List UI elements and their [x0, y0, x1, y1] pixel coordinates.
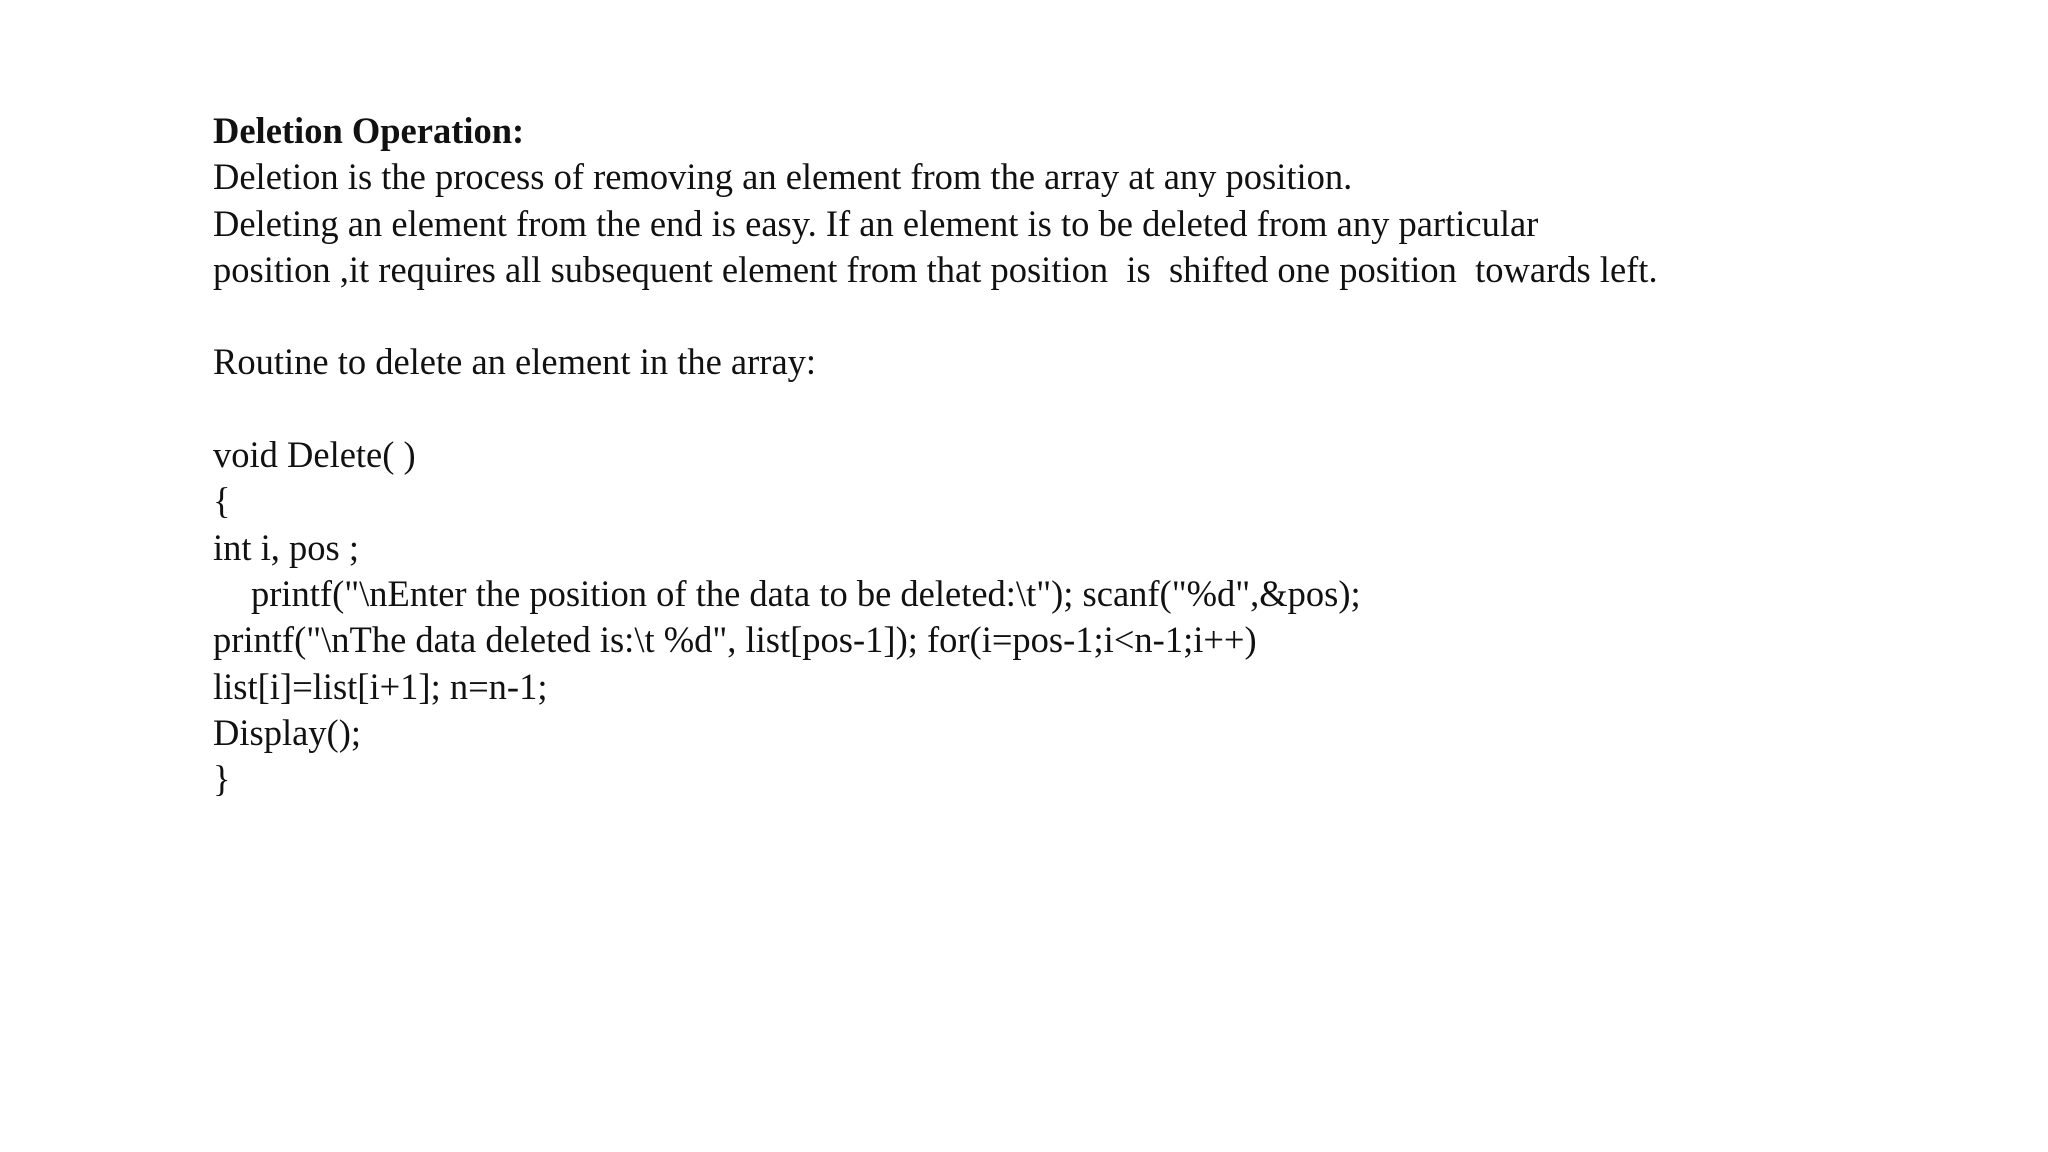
code-open-brace: {: [213, 480, 231, 522]
code-display-line: Display();: [213, 711, 361, 753]
spacer: [213, 293, 2013, 339]
code-prompt-line: printf("\nEnter the position of the data to be deleted:\t"); scanf("%d",&pos);: [251, 572, 1361, 614]
paragraph-line-3: position ,it requires all subsequent element from that position is shifted one position towards left.: [213, 248, 1658, 290]
routine-intro: Routine to delete an element in the array:: [213, 341, 817, 383]
code-signature: void Delete( ): [213, 434, 416, 476]
code-declaration: int i, pos ;: [213, 526, 360, 568]
document-body: [213, 108, 2013, 802]
section-heading: Deletion Operation:: [213, 110, 525, 151]
paragraph-line-2: Deleting an element from the end is easy. If an element is to be deleted from any particular: [213, 202, 1539, 244]
code-close-brace: }: [213, 758, 231, 800]
paragraph-line-1: Deletion is the process of removing an element from the array at any position.: [213, 156, 1353, 198]
code-print-line: printf("\nThe data deleted is:\t %d", list[pos-1]); for(i=pos-1;i<n-1;i++): [213, 619, 1257, 661]
spacer: [213, 386, 2013, 432]
code-shift-line: list[i]=list[i+1]; n=n-1;: [213, 665, 548, 707]
code-block: [213, 432, 2013, 802]
